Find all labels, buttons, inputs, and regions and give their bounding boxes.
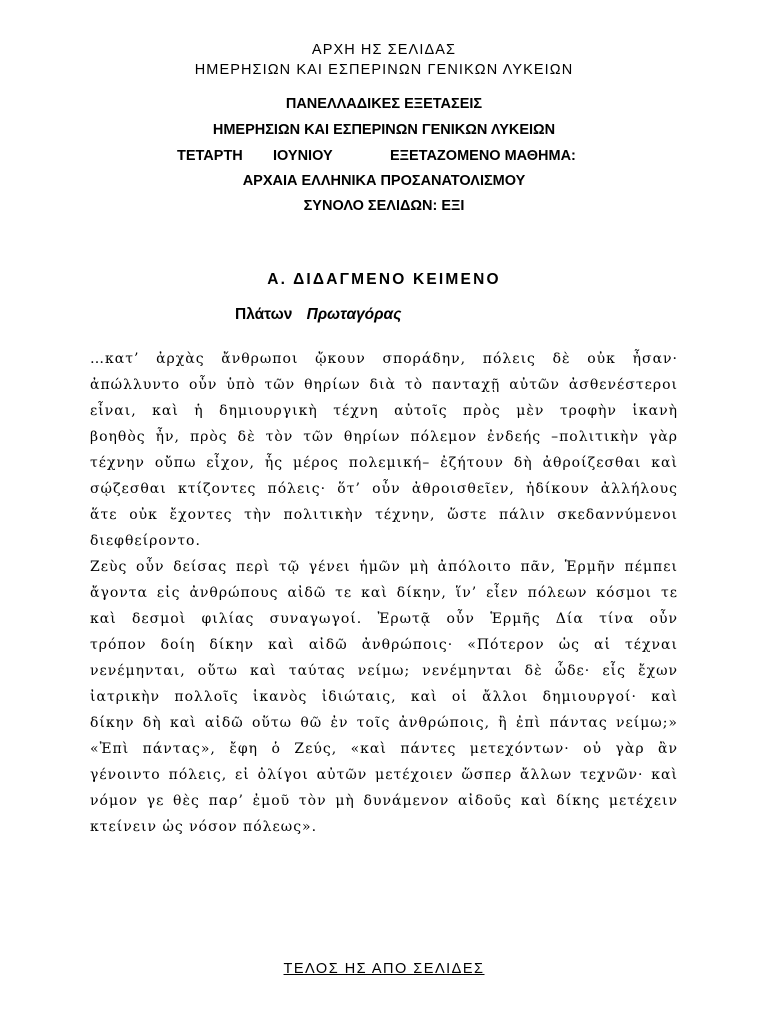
- passage-line: διεφθείροντο.: [90, 533, 201, 549]
- passage-line: ἀπώλλυντο οὖν ὑπὸ τῶν θηρίων διὰ τὸ πανταχῇ αὐτῶν ἀσθενέστεροι: [90, 377, 678, 393]
- exam-month: ΙΟΥΝΙΟΥ: [273, 148, 333, 164]
- passage-line: …κατ’ ἀρχὰς ἄνθρωποι ᾤκουν σποράδην, πόλεις δὲ οὐκ ἦσαν·: [90, 351, 678, 367]
- passage-line: ἅτε οὐκ ἔχοντες τὴν πολιτικὴν τέχνην, ὥστε πάλιν σκεδαννύμενοι: [90, 507, 678, 523]
- passage-line: εἶναι, καὶ ἡ δημιουργικὴ τέχνη αὐτοῖς πρὸς μὲν τροφὴν ἱκανὴ: [90, 403, 678, 419]
- passage-line: νενέμηνται, οὕτω καὶ ταύτας νείμω; νενέμηνται δὲ ὧδε· εἷς ἔχων: [90, 663, 678, 679]
- author-line: [235, 306, 401, 324]
- passage-line: «Ἐπὶ πάντας», ἔφη ὁ Ζεύς, «καὶ πάντες μετεχόντων· οὐ γὰρ ἂν: [90, 741, 678, 757]
- passage-line: σῴζεσθαι κτίζοντες πόλεις· ὅτ’ οὖν ἀθροισθεῖεν, ἠδίκουν ἀλλήλους: [90, 481, 678, 497]
- passage-line: νόμον γε θὲς παρ’ ἐμοῦ τὸν μὴ δυνάμενον αἰδοῦς καὶ δίκης μετέχειν: [90, 793, 678, 809]
- page-header-line-1: ΑΡΧΗ ΗΣ ΣΕΛΙΔΑΣ: [311, 42, 457, 58]
- passage-line: κτείνειν ὡς νόσον πόλεως».: [90, 819, 318, 835]
- exam-day: ΤΕΤΑΡΤΗ: [177, 148, 243, 164]
- page-footer: [0, 961, 768, 977]
- page-footer-text: ΤΕΛΟΣ ΗΣ ΑΠΟ ΣΕΛΙΔΕΣ: [283, 961, 485, 977]
- passage-line: Ζεὺς οὖν δείσας περὶ τῷ γένει ἡμῶν μὴ ἀπόλοιτο πᾶν, Ἑρμῆν πέμπει: [90, 559, 678, 575]
- passage-line: γένοιντο πόλεις, εἰ ὀλίγοι αὐτῶν μετέχοιεν ὥσπερ ἄλλων τεχνῶν· καὶ: [90, 767, 678, 783]
- page-header-line-2: ΗΜΕΡΗΣΙΩΝ ΚΑΙ ΕΣΠΕΡΙΝΩΝ ΓΕΝΙΚΩΝ ΛΥΚΕΙΩΝ: [194, 62, 574, 78]
- passage-paragraph-1: [90, 346, 678, 554]
- passage-line: τέχνην οὔπω εἶχον, ἧς μέρος πολεμική– ἐζήτουν δὴ ἀθροίζεσθαι καὶ: [90, 455, 678, 471]
- exam-subject: ΑΡΧΑΙΑ ΕΛΛΗΝΙΚΑ ΠΡΟΣΑΝΑΤΟΛΙΣΜΟΥ: [242, 173, 526, 189]
- passage-line: τρόπον δοίη δίκην καὶ αἰδῶ ἀνθρώποις· «Πότερον ὡς αἱ τέχναι: [90, 637, 678, 653]
- passage-line: ἰατρικὴν πολλοῖς ἱκανὸς ἰδιώταις, καὶ οἱ ἄλλοι δημιουργοί· καὶ: [90, 689, 678, 705]
- passage-line: ἄγοντα εἰς ἀνθρώπους αἰδῶ τε καὶ δίκην, ἵν’ εἶεν πόλεων κόσμοι τε: [90, 585, 678, 601]
- exam-page-count: ΣΥΝΟΛΟ ΣΕΛΙΔΩΝ: ΕΞΙ: [303, 198, 465, 214]
- exam-title: ΠΑΝΕΛΛΑΔΙΚΕΣ ΕΞΕΤΑΣΕΙΣ: [285, 96, 483, 112]
- section-title: Α. ΔΙΔΑΓΜΕΝΟ ΚΕΙΜΕΝΟ: [267, 271, 501, 288]
- work-title: Πρωταγόρας: [306, 306, 402, 323]
- exam-subject-label: ΕΞΕΤΑΖΟΜΕΝΟ ΜΑΘΗΜΑ:: [390, 148, 576, 164]
- passage-paragraph-2: [90, 554, 678, 840]
- passage-line: δίκην δὴ καὶ αἰδῶ οὕτω θῶ ἐν τοῖς ἀνθρώποις, ἢ ἐπὶ πάντας νείμω;»: [90, 715, 678, 731]
- passage-line: καὶ δεσμοὶ φιλίας συναγωγοί. Ἐρωτᾷ οὖν Ἑρμῆς Δία τίνα οὖν: [90, 611, 678, 627]
- exam-schools: ΗΜΕΡΗΣΙΩΝ ΚΑΙ ΕΣΠΕΡΙΝΩΝ ΓΕΝΙΚΩΝ ΛΥΚΕΙΩΝ: [212, 122, 556, 138]
- passage-line: βοηθὸς ἦν, πρὸς δὲ τὸν τῶν θηρίων πόλεμον ἐνδεής –πολιτικὴν γὰρ: [90, 429, 678, 445]
- author-name: Πλάτων: [235, 306, 293, 323]
